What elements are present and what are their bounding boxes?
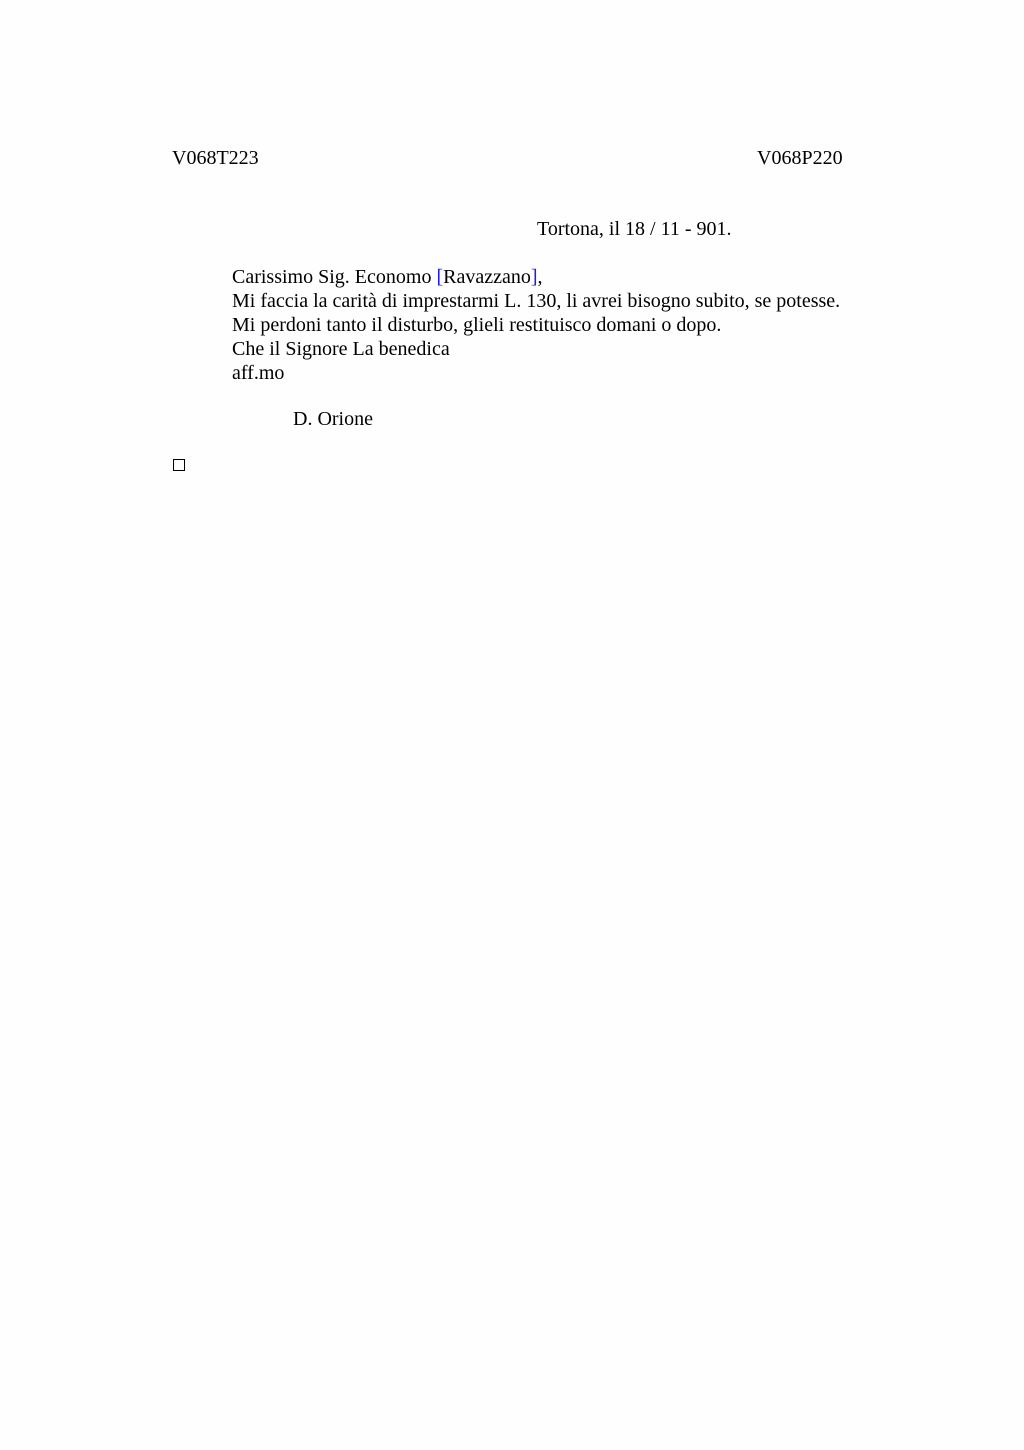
bracket-open: [ — [436, 266, 444, 288]
letter-line: Mi faccia la carità di imprestarmi L. 130, li avrei bisogno subito, se potesse. — [232, 290, 841, 312]
document-code-left: V068T223 — [172, 147, 259, 169]
letter-line: Mi perdoni tanto il disturbo, glieli restituisco domani o dopo. — [232, 314, 722, 336]
letter-body — [232, 265, 840, 385]
bracket-close: ] — [530, 266, 538, 288]
square-outline-icon — [173, 459, 185, 471]
letter-line: Che il Signore La benedica — [232, 338, 450, 360]
letter-dateline: Tortona, il 18 / 11 - 901. — [537, 218, 732, 240]
letter-closing: aff.mo — [232, 362, 285, 384]
document-code-right: V068P220 — [757, 147, 843, 169]
letter-salutation — [232, 265, 840, 289]
salutation-suffix: , — [537, 266, 543, 288]
salutation-name: Ravazzano — [443, 266, 531, 288]
salutation-prefix: Carissimo Sig. Economo — [232, 266, 437, 288]
letter-signature: D. Orione — [293, 408, 373, 430]
